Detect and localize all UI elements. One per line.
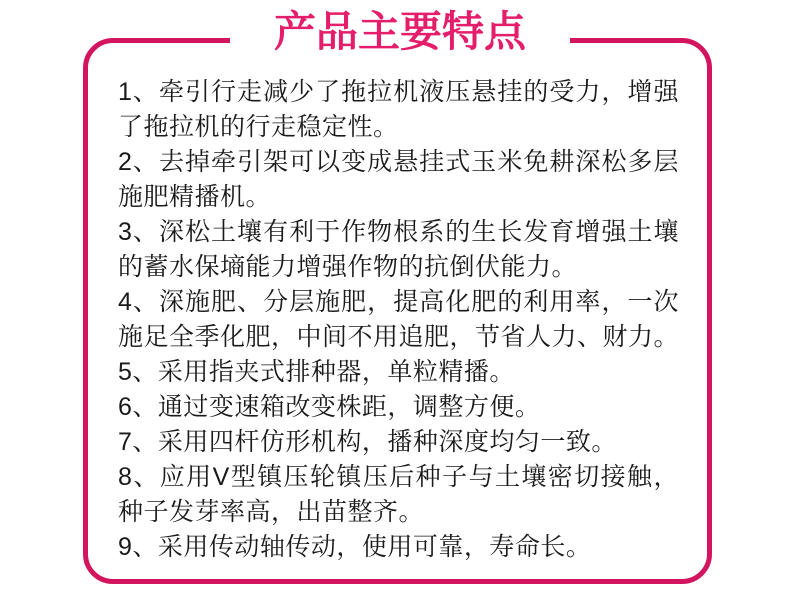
feature-list (88, 43, 707, 565)
feature-item: 7、采用四杆仿形机构，播种深度均匀一致。 (118, 428, 617, 456)
feature-item: 4、深施肥、分层施肥，提高化肥的利用率，一次施足全季化肥，中间不用追肥，节省人力、财力。 (118, 288, 680, 351)
feature-item: 2、去掉牵引架可以变成悬挂式玉米免耕深松多层施肥精播机。 (118, 148, 679, 211)
feature-item: 8、应用V型镇压轮镇压后种子与土壤密切接触，种子发芽率高，出苗整齐。 (118, 463, 679, 526)
feature-item: 3、深松土壤有利于作物根系的生长发育增强土壤的蓄水保墒能力增强作物的抗倒伏能力。 (118, 218, 679, 281)
features-panel (83, 38, 712, 584)
feature-item: 5、采用指夹式排种器，单粒精播。 (118, 358, 515, 386)
page-title: 产品主要特点 (230, 6, 570, 60)
feature-item: 9、采用传动轴传动，使用可靠，寿命长。 (118, 533, 592, 561)
feature-item: 6、通过变速箱改变株距，调整方便。 (118, 393, 541, 421)
feature-item: 1、牵引行走减少了拖拉机液压悬挂的受力，增强了拖拉机的行走稳定性。 (118, 78, 679, 141)
